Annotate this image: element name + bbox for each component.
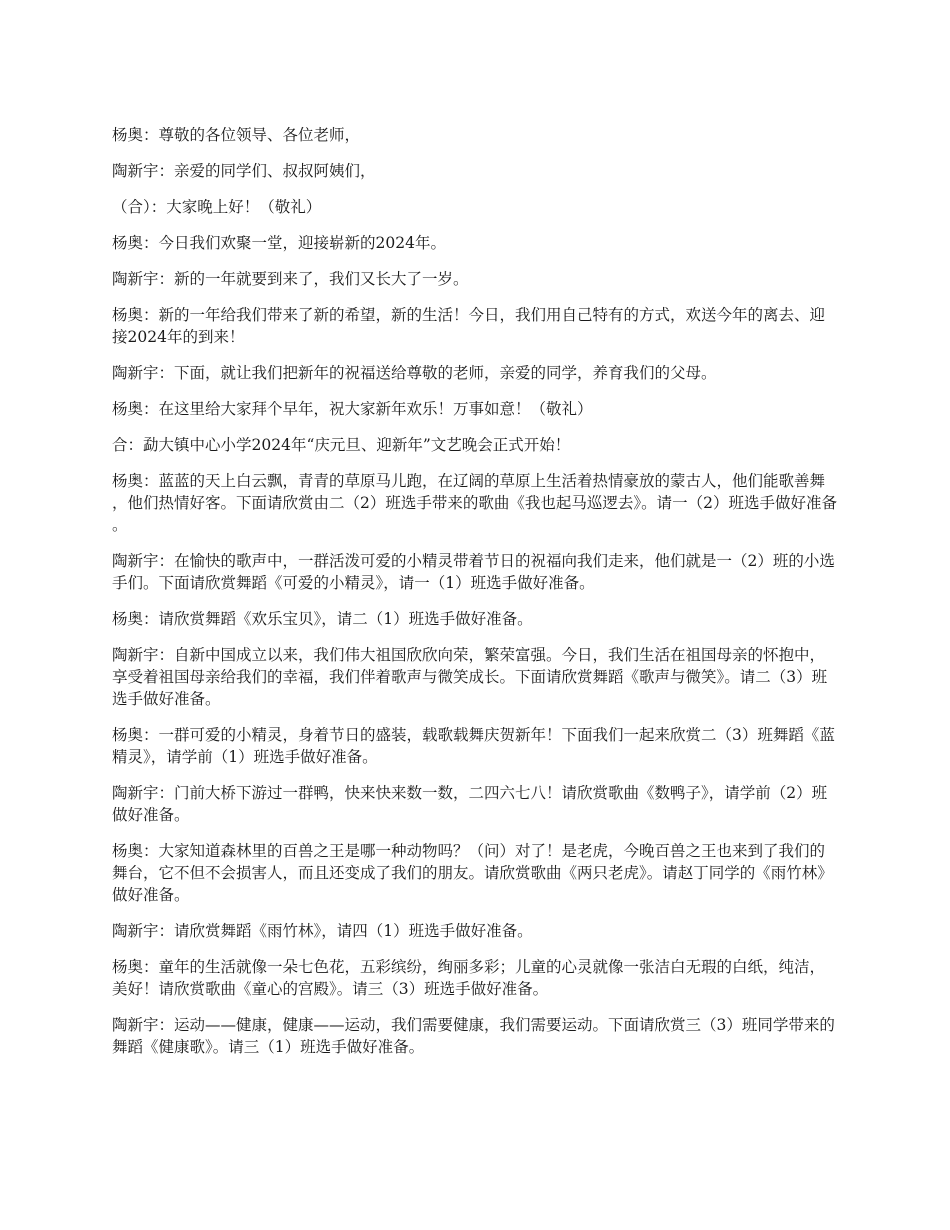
paragraph-5: 陶新宇：新的一年就要到来了，我们又长大了一岁。 <box>112 270 469 288</box>
paragraph-16: 杨奥：大家知道森林里的百兽之王是哪一种动物吗？（问）对了！是老虎，今晚百兽之王也来到了我们的舞台，它不但不会损害人，而且还变成了我们的朋友。请欣赏歌曲《两只老虎》。请赵丁同学的《雨竹林》做好准备。 <box>112 842 833 904</box>
paragraph-10: 杨奥：蓝蓝的天上白云飘，青青的草原马儿跑，在辽阔的草原上生活着热情豪放的蒙古人，他们能歌善舞，他们热情好客。下面请欣赏由二（2）班选手带来的歌曲《我也起马巡逻去》。请一（2）班选手做好准备。 <box>112 472 837 534</box>
paragraph-8: 杨奥：在这里给大家拜个早年，祝大家新年欢乐！万事如意！（敬礼） <box>112 400 593 418</box>
paragraph-11: 陶新宇：在愉快的歌声中，一群活泼可爱的小精灵带着节日的祝福向我们走来，他们就是一（2）班的小选手们。下面请欣赏舞蹈《可爱的小精灵》，请一（1）班选手做好准备。 <box>112 552 835 592</box>
paragraph-17: 陶新宇：请欣赏舞蹈《雨竹林》，请四（1）班选手做好准备。 <box>112 922 533 940</box>
paragraph-7: 陶新宇：下面，就让我们把新年的祝福送给尊敬的老师，亲爱的同学，养育我们的父母。 <box>112 364 717 382</box>
paragraph-18: 杨奥：童年的生活就像一朵七色花，五彩缤纷，绚丽多彩；儿童的心灵就像一张洁白无瑕的白纸，纯洁，美好！请欣赏歌曲《童心的宫殿》。请三（3）班选手做好准备。 <box>112 958 826 998</box>
paragraph-14: 杨奥：一群可爱的小精灵，身着节日的盛装，载歌载舞庆贺新年！下面我们一起来欣赏二（3）班舞蹈《蓝精灵》，请学前（1）班选手做好准备。 <box>112 726 835 766</box>
paragraph-12: 杨奥：请欣赏舞蹈《欢乐宝贝》，请二（1）班选手做好准备。 <box>112 610 533 628</box>
paragraph-3: （合）：大家晚上好！（敬礼） <box>112 198 322 216</box>
paragraph-6: 杨奥：新的一年给我们带来了新的希望，新的生活！今日，我们用自己特有的方式，欢送今年的离去、迎接2024年的到来！ <box>112 306 826 346</box>
paragraph-1: 杨奥：尊敬的各位领导、各位老师， <box>112 126 361 144</box>
paragraph-2: 陶新宇：亲爱的同学们、叔叔阿姨们， <box>112 162 376 180</box>
paragraph-4: 杨奥：今日我们欢聚一堂，迎接崭新的2024年。 <box>112 234 446 252</box>
paragraph-9: 合：勐大镇中心小学2024年“庆元旦、迎新年”文艺晚会正式开始！ <box>112 436 571 454</box>
paragraph-19: 陶新宇：运动——健康，健康——运动，我们需要健康，我们需要运动。下面请欣赏三（3）班同学带来的舞蹈《健康歌》。请三（1）班选手做好准备。 <box>112 1016 835 1056</box>
document-body <box>112 124 840 1072</box>
paragraph-13: 陶新宇：自新中国成立以来，我们伟大祖国欣欣向荣，繁荣富强。今日，我们生活在祖国母亲的怀抱中，享受着祖国母亲给我们的幸福，我们伴着歌声与微笑成长。下面请欣赏舞蹈《歌声与微笑》。请二（3）班选手做好准备。 <box>112 646 828 708</box>
paragraph-15: 陶新宇：门前大桥下游过一群鸭，快来快来数一数，二四六七八！请欣赏歌曲《数鸭子》，请学前（2）班做好准备。 <box>112 784 828 824</box>
